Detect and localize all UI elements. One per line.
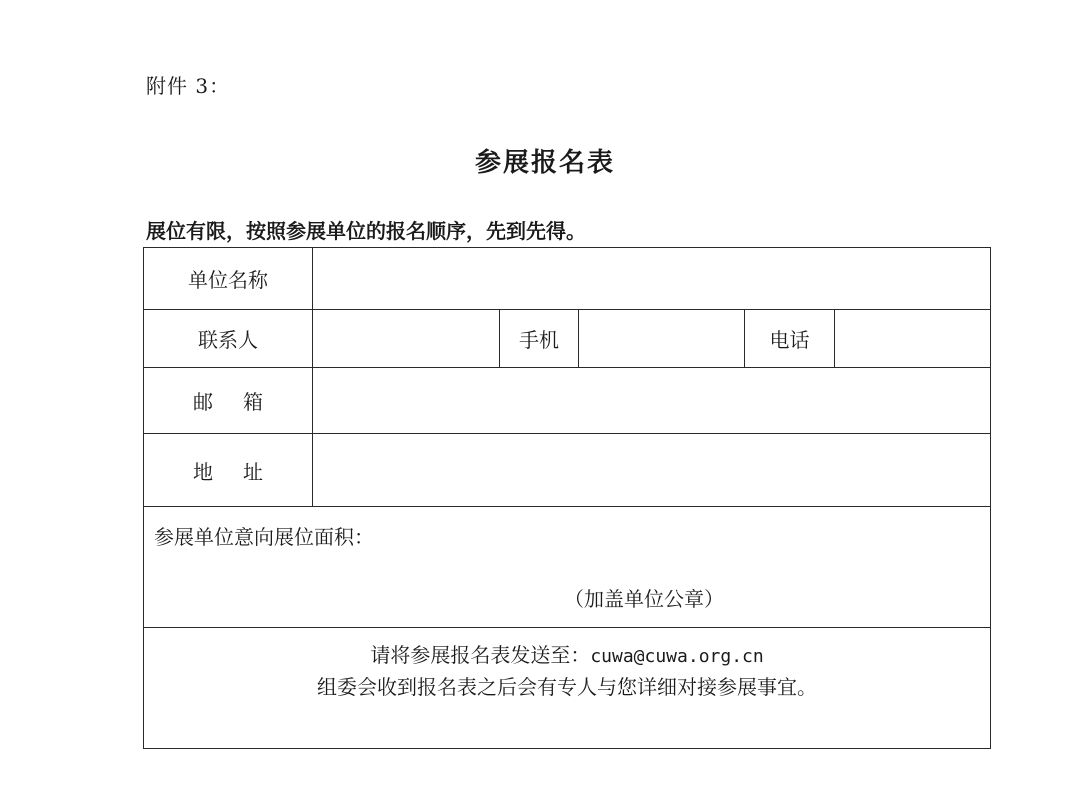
phone-field[interactable] xyxy=(835,310,991,368)
unit-name-label: 单位名称 xyxy=(144,248,313,310)
email-label: 邮箱 xyxy=(193,390,293,414)
address-label: 地址 xyxy=(193,459,293,484)
contact-label: 联系人 xyxy=(144,310,313,368)
address-field[interactable] xyxy=(313,434,991,507)
email-row xyxy=(144,368,991,434)
submit-prefix: 请将参展报名表发送至： xyxy=(370,643,591,667)
email-field[interactable] xyxy=(313,368,991,434)
email-label-cell xyxy=(144,368,313,434)
mobile-label: 手机 xyxy=(500,310,579,368)
unit-name-field[interactable] xyxy=(313,248,991,310)
followup-note: 组委会收到报名表之后会有专人与您详细对接参展事宜。 xyxy=(317,675,818,699)
submit-line xyxy=(144,628,990,672)
registration-form-table xyxy=(143,247,991,749)
phone-label: 电话 xyxy=(745,310,835,368)
booth-area-field[interactable] xyxy=(144,507,991,628)
contact-row xyxy=(144,310,991,368)
booth-area-row xyxy=(144,507,991,628)
address-label-cell xyxy=(144,434,313,507)
mobile-field[interactable] xyxy=(579,310,745,368)
form-title: 参展报名表 xyxy=(474,148,615,178)
attachment-label: 附件 3： xyxy=(146,74,231,98)
address-row xyxy=(144,434,991,507)
submit-email-link[interactable]: cuwa@cuwa.org.cn xyxy=(590,646,764,667)
booth-area-label: 参展单位意向展位面积： xyxy=(154,525,374,549)
booth-note: 展位有限，按照参展单位的报名顺序，先到先得。 xyxy=(146,219,586,243)
unit-name-row xyxy=(144,248,991,310)
seal-note: （加盖单位公章） xyxy=(564,587,724,611)
submit-info-cell xyxy=(144,628,991,749)
contact-field[interactable] xyxy=(313,310,500,368)
submit-info-row xyxy=(144,628,991,749)
